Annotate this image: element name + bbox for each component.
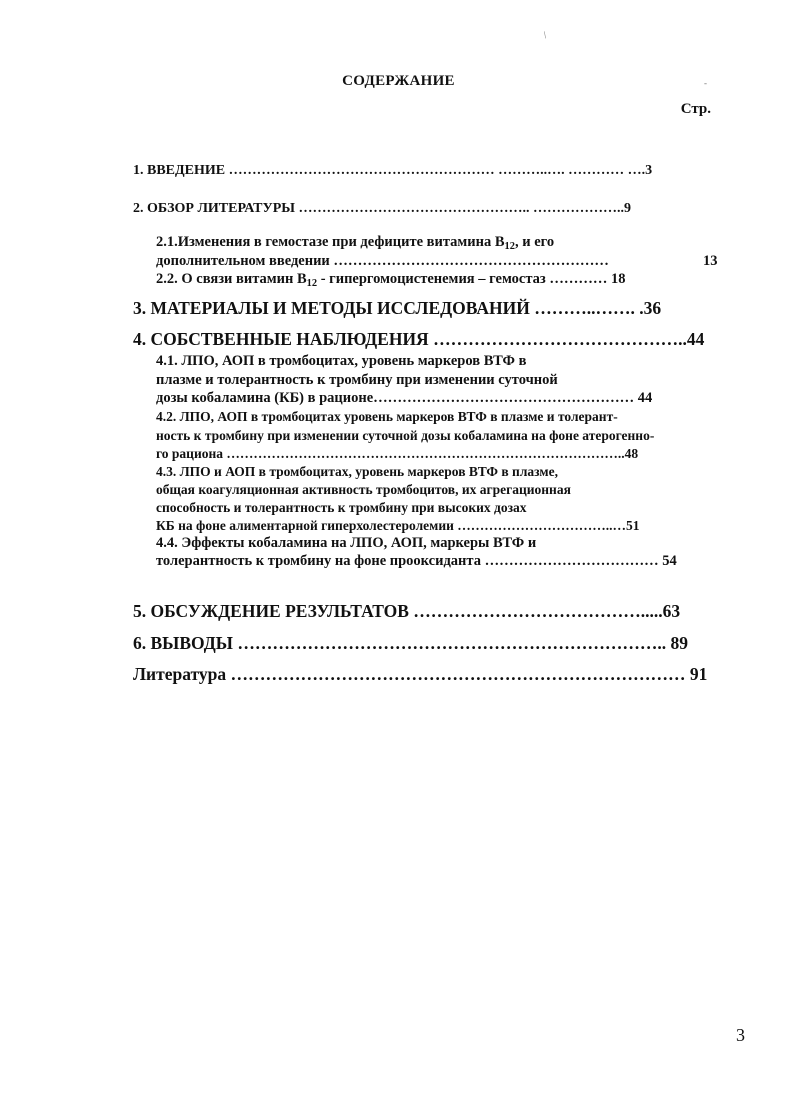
toc-entry-2-2[interactable]: [156, 271, 625, 288]
toc-2-2-text: 2.2. О связи витамин B: [156, 271, 307, 287]
page-number: 3: [736, 1025, 745, 1045]
toc-entry-conclusions[interactable]: 6. ВЫВОДЫ ……………………………………………………………….. 89: [133, 633, 688, 653]
toc-entry-4-2-line3: го рациона ……………………………………………………………………………..48: [156, 446, 639, 461]
toc-entry-4-1-line2: плазме и толерантность к тромбину при изменении суточной: [156, 372, 558, 388]
toc-2-1-text: 2.1.Изменения в гемостазе при дефиците витамина B: [156, 234, 505, 250]
toc-entry-4-2-line2: ность к тромбину при изменении суточной дозы кобаламина на фоне атерогенно-: [156, 428, 655, 443]
toc-2-2-text-end: - гипергомоцистенемия – гемостаз ………… 18: [317, 271, 626, 287]
toc-entry-4-3-line1[interactable]: 4.3. ЛПО и АОП в тромбоцитах, уровень маркеров ВТФ в плазме,: [156, 464, 558, 479]
toc-entry-2-1-line2[interactable]: дополнительном введении …………………………………………………: [156, 253, 609, 269]
toc-2-1-subscript: 12: [504, 241, 515, 253]
page-column-label: Стр.: [680, 101, 711, 117]
toc-entry-4-4-line2: толерантность к тромбину на фоне прооксиданта ……………………………… 54: [156, 553, 677, 569]
toc-entry-4-1-line1[interactable]: 4.1. ЛПО, АОП в тромбоцитах, уровень маркеров ВТФ в: [156, 353, 527, 369]
toc-2-1-text-end: , и его: [514, 234, 555, 250]
page-title: СОДЕРЖАНИЕ: [342, 73, 455, 89]
toc-entry-own-observations[interactable]: 4. СОБСТВЕННЫЕ НАБЛЮДЕНИЯ ……………………………………..44: [133, 329, 705, 349]
toc-entry-4-3-line2: общая коагуляционная активность тромбоцитов, их агрегационная: [156, 482, 571, 497]
toc-entry-discussion[interactable]: 5. ОБСУЖДЕНИЕ РЕЗУЛЬТАТОВ ………………………………….....63: [133, 601, 681, 621]
toc-entry-4-3-line4: КБ на фоне алиментарной гиперхолестеролемии ……………………………..…51: [156, 518, 640, 533]
toc-entry-2-1-line1[interactable]: [156, 234, 554, 251]
toc-entry-introduction[interactable]: 1. ВВЕДЕНИЕ ………………………………………………… ………..…. ………… ….3: [133, 163, 653, 178]
toc-entry-methods[interactable]: 3. МАТЕРИАЛЫ И МЕТОДЫ ИССЛЕДОВАНИЙ ………..……. .36: [133, 298, 662, 318]
toc-entry-4-3-line3: способность и толерантность к тромбину при высоких дозах: [156, 500, 527, 515]
toc-entry-4-4-line1[interactable]: 4.4. Эффекты кобаламина на ЛПО, АОП, маркеры ВТФ и: [156, 535, 537, 551]
scan-mark: /: [541, 30, 550, 41]
toc-2-2-subscript: 12: [306, 278, 318, 290]
toc-entry-4-2-line1[interactable]: 4.2. ЛПО, АОП в тромбоцитах уровень маркеров ВТФ в плазме и толерант-: [156, 409, 618, 424]
toc-entry-2-1-page: 13: [703, 253, 718, 269]
toc-entry-literature[interactable]: Литература …………………………………………………………………… 91: [133, 664, 708, 684]
toc-entry-4-1-line3: дозы кобаламина (КБ) в рационе……………………………………………… 44: [156, 390, 653, 406]
toc-entry-literature-review[interactable]: 2. ОБЗОР ЛИТЕРАТУРЫ ………………………………………….. ………………..9: [133, 201, 632, 216]
scan-dash: -: [704, 78, 707, 88]
